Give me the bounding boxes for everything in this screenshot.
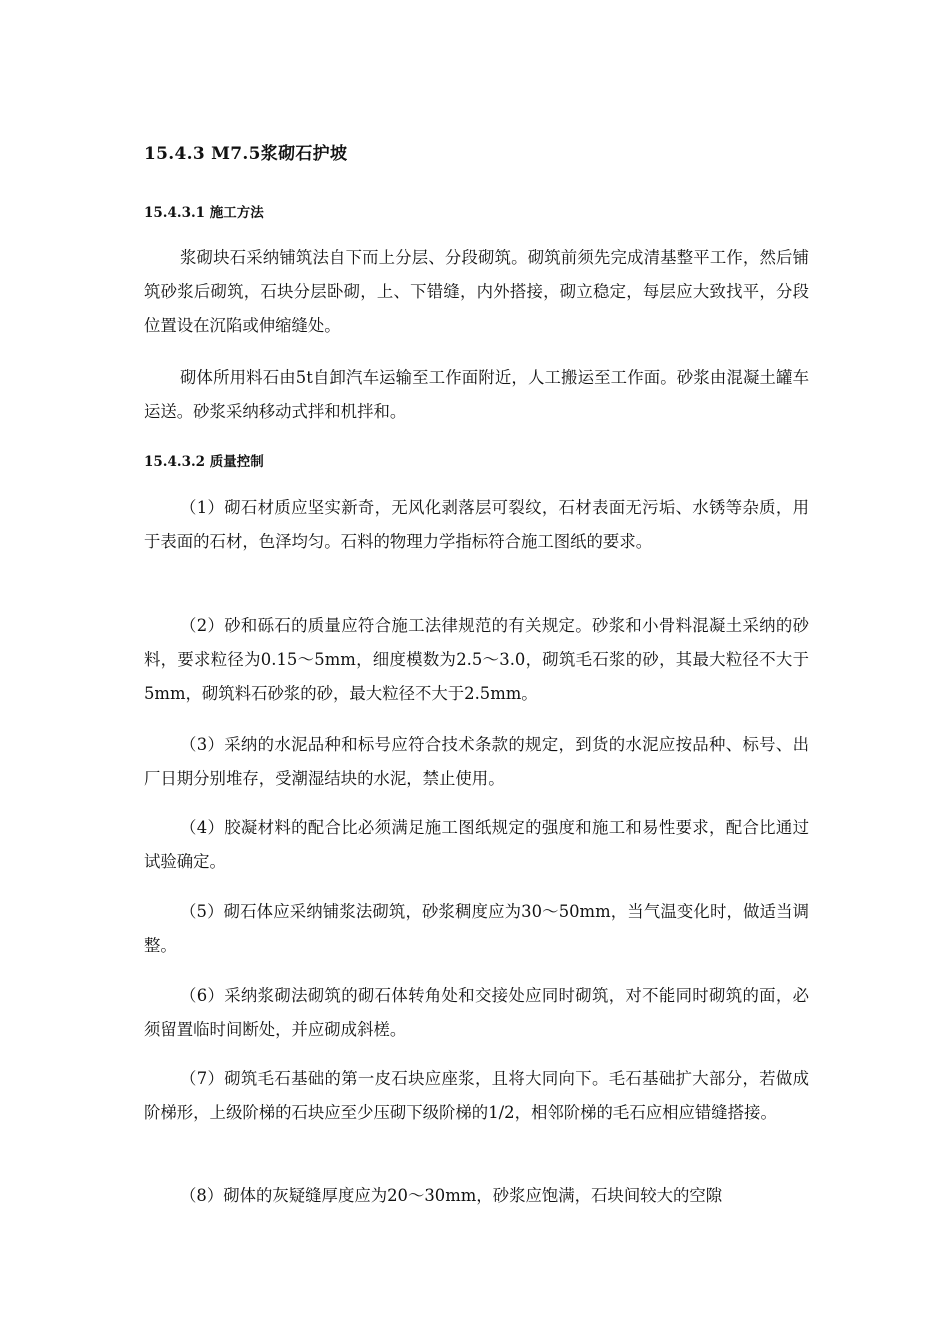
quality-item-4: （4）胶凝材料的配合比必须满足施工图纸规定的强度和施工和易性要求，配合比通过试验确定。	[144, 818, 809, 871]
quality-item-5: （5）砌石体应采纳铺浆法砌筑，砂浆稠度应为30～50mm，当气温变化时，做适当调整。	[144, 902, 809, 955]
quality-item-1: （1）砌石材质应坚实新奇，无风化剥落层可裂纹，石材表面无污垢、水锈等杂质，用于表面的石材，色泽均匀。石料的物理力学指标符合施工图纸的要求。	[144, 498, 809, 551]
quality-item-2: （2）砂和砾石的质量应符合施工法律规范的有关规定。砂浆和小骨料混凝土采纳的砂料，要求粒径为0.15～5mm，细度模数为2.5～3.0，砌筑毛石浆的砂，其最大粒径不大于5mm，砌筑料石砂浆的砂，最大粒径不大于2.5mm。	[144, 616, 809, 703]
paragraph-material-transport: 砌体所用料石由5t自卸汽车运输至工作面附近，人工搬运至工作面。砂浆由混凝土罐车运送。砂浆采纳移动式拌和机拌和。	[144, 368, 809, 421]
quality-item-8: （8）砌体的灰疑缝厚度应为20～30mm，砂浆应饱满，石块间较大的空隙	[180, 1186, 723, 1205]
section-heading-15-4-3: 15.4.3 M7.5浆砌石护坡	[144, 144, 348, 164]
paragraph-masonry-method: 浆砌块石采纳铺筑法自下而上分层、分段砌筑。砌筑前须先完成清基整平工作，然后铺筑砂浆后砌筑，石块分层卧砌，上、下错缝，内外搭接，砌立稳定，每层应大致找平，分段位置设在沉陷或伸缩缝处。	[144, 248, 809, 335]
quality-item-3: （3）采纳的水泥品种和标号应符合技术条款的规定，到货的水泥应按品种、标号、出厂日期分别堆存，受潮湿结块的水泥，禁止使用。	[144, 735, 809, 788]
subsection-heading-construction-method: 15.4.3.1 施工方法	[144, 205, 264, 221]
quality-item-7: （7）砌筑毛石基础的第一皮石块应座浆，且将大同向下。毛石基础扩大部分，若做成阶梯形，上级阶梯的石块应至少压砌下级阶梯的1/2，相邻阶梯的毛石应相应错缝搭接。	[144, 1069, 809, 1122]
subsection-heading-quality-control: 15.4.3.2 质量控制	[144, 454, 264, 470]
quality-item-6: （6）采纳浆砌法砌筑的砌石体转角处和交接处应同时砌筑，对不能同时砌筑的面，必须留置临时间断处，并应砌成斜槎。	[144, 986, 809, 1039]
